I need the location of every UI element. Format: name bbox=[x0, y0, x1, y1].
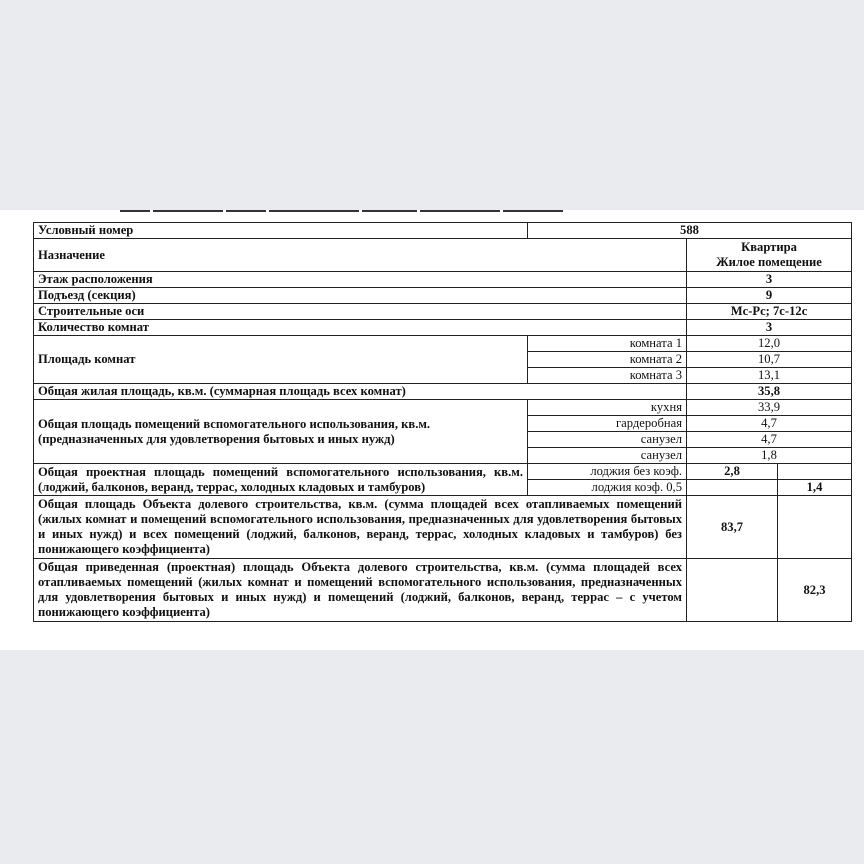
conditional-number-label: Условный номер bbox=[34, 223, 528, 239]
aux-room-name: санузел bbox=[528, 448, 687, 464]
aux-area-label-line1: Общая площадь помещений вспомогательного использования, кв.м. bbox=[38, 416, 431, 431]
total-area-label: Общая площадь Объекта долевого строительства, кв.м. (сумма площадей всех отапливаемых помещений (жилых комнат и помещений вспомогательного использования, предназначенных для удовлетворения бытовых и иных нужд) и всех помещений (лоджий, балконов, веранд, террас, холодных кладовых и тамбуров) без понижающего коэффициента) bbox=[34, 496, 687, 559]
table-row bbox=[34, 223, 852, 239]
table-row bbox=[34, 559, 852, 622]
table-row bbox=[34, 336, 852, 352]
empty-cell bbox=[778, 464, 852, 480]
empty-cell bbox=[687, 559, 778, 622]
aux-room-value: 4,7 bbox=[687, 416, 852, 432]
living-area-value: 35,8 bbox=[687, 384, 852, 400]
aux-room-name: санузел bbox=[528, 432, 687, 448]
room-area-value: 10,7 bbox=[687, 352, 852, 368]
table-row bbox=[34, 464, 852, 480]
design-area-label: Общая проектная площадь помещений вспомогательного использования, кв.м. (лоджий, балконов, веранд, террас, холодных кладовых и тамбуров) bbox=[34, 464, 528, 496]
room-area-value: 13,1 bbox=[687, 368, 852, 384]
room-count-value: 3 bbox=[687, 320, 852, 336]
aux-room-name: кухня bbox=[528, 400, 687, 416]
room-count-label: Количество комнат bbox=[34, 320, 687, 336]
aux-area-label-line2: (предназначенных для удовлетворения бытовых и иных нужд) bbox=[38, 431, 395, 446]
table-row bbox=[34, 496, 852, 559]
empty-cell bbox=[778, 496, 852, 559]
room-area-value: 12,0 bbox=[687, 336, 852, 352]
empty-cell bbox=[687, 480, 778, 496]
axes-value: Мс-Рс; 7с-12с bbox=[687, 304, 852, 320]
entrance-value: 9 bbox=[687, 288, 852, 304]
aux-room-value: 4,7 bbox=[687, 432, 852, 448]
table-row bbox=[34, 400, 852, 416]
loggia-coef-name: лоджия коэф. 0,5 bbox=[528, 480, 687, 496]
document-page bbox=[0, 210, 864, 650]
aux-room-value: 33,9 bbox=[687, 400, 852, 416]
apartment-specification-table bbox=[33, 222, 852, 622]
aux-room-name: гардеробная bbox=[528, 416, 687, 432]
reduced-area-label: Общая приведенная (проектная) площадь Объекта долевого строительства, кв.м. (сумма площадей всех отапливаемых помещений (жилых комнат и помещений вспомогательного использования, предназначенных для удовлетворения бытовых и иных нужд) и помещений (лоджий, балконов, веранд, террас – с учетом понижающего коэффициента) bbox=[34, 559, 687, 622]
purpose-label: Назначение bbox=[34, 239, 687, 272]
table-row bbox=[34, 320, 852, 336]
purpose-value-line2: Жилое помещение bbox=[716, 255, 822, 269]
floor-label: Этаж расположения bbox=[34, 272, 687, 288]
table-row bbox=[34, 304, 852, 320]
loggia-no-coef-name: лоджия без коэф. bbox=[528, 464, 687, 480]
aux-area-label bbox=[34, 400, 528, 464]
room-name: комната 1 bbox=[528, 336, 687, 352]
table-row bbox=[34, 239, 852, 272]
table-row bbox=[34, 272, 852, 288]
entrance-label: Подъезд (секция) bbox=[34, 288, 687, 304]
purpose-value bbox=[687, 239, 852, 272]
table-row bbox=[34, 384, 852, 400]
room-name: комната 3 bbox=[528, 368, 687, 384]
cropped-text-line bbox=[120, 210, 580, 214]
room-areas-label: Площадь комнат bbox=[34, 336, 528, 384]
purpose-value-line1: Квартира bbox=[741, 240, 797, 254]
table-row bbox=[34, 288, 852, 304]
aux-room-value: 1,8 bbox=[687, 448, 852, 464]
conditional-number-value: 588 bbox=[528, 223, 852, 239]
floor-value: 3 bbox=[687, 272, 852, 288]
loggia-coef-value: 1,4 bbox=[778, 480, 852, 496]
loggia-no-coef-value: 2,8 bbox=[687, 464, 778, 480]
living-area-label: Общая жилая площадь, кв.м. (суммарная площадь всех комнат) bbox=[34, 384, 687, 400]
axes-label: Строительные оси bbox=[34, 304, 687, 320]
reduced-area-value: 82,3 bbox=[778, 559, 852, 622]
total-area-value: 83,7 bbox=[687, 496, 778, 559]
room-name: комната 2 bbox=[528, 352, 687, 368]
